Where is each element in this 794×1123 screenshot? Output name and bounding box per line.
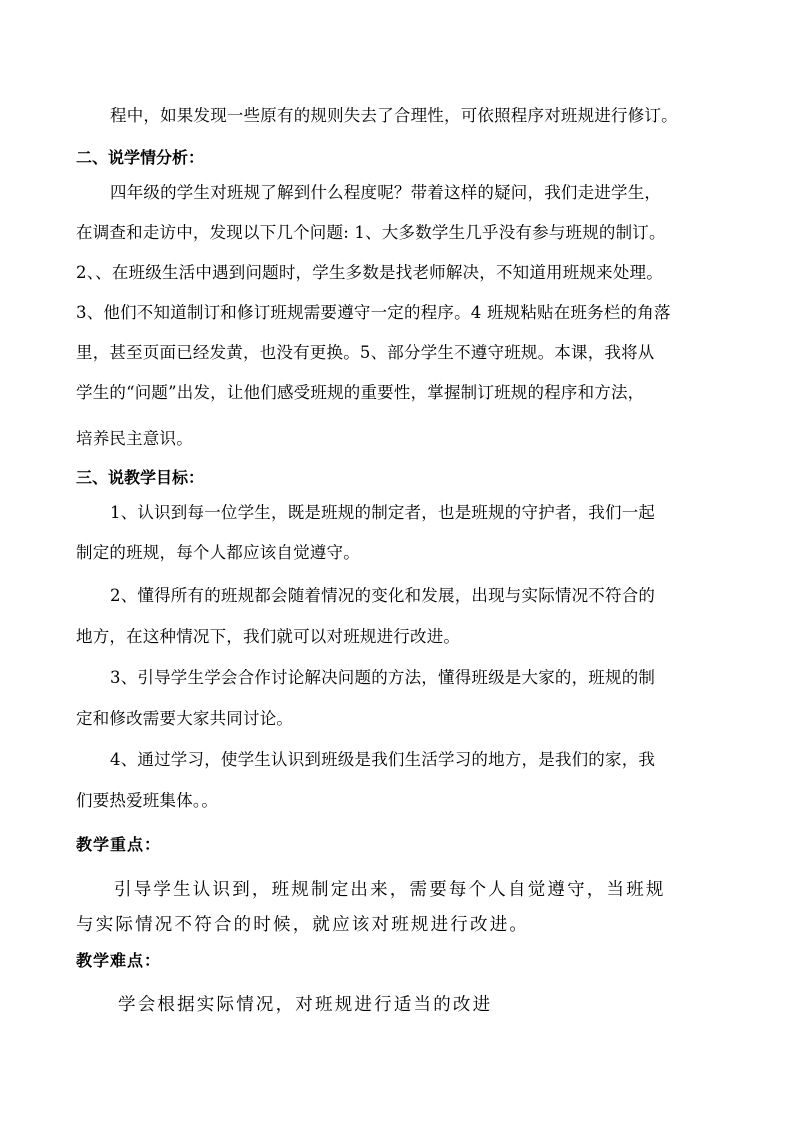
goal4-line: 们要热爱班集体。。 — [76, 791, 219, 810]
goal2-line: 2、懂得所有的班规都会随着情况的变化和发展，出现与实际情况不符合的 — [110, 586, 656, 605]
paragraph-line: 四年级的学生对班规了解到什么程度呢？带着这样的疑问，我们走进学生， — [110, 183, 662, 202]
section3-heading: 三、说教学目标： — [76, 468, 205, 487]
section2-heading: 二、说学情分析： — [76, 148, 205, 167]
paragraph-line: 里，甚至页面已经发黄，也没有更换。5、部分学生不遵守班规。本课，我将从 — [76, 343, 655, 362]
paragraph-line: 3、他们不知道制订和修订班规需要遵守一定的程序。4 班规粘贴在班务栏的角落 — [76, 303, 671, 322]
key-point-heading: 教学重点： — [76, 835, 162, 854]
goal1-line: 制定的班规，每个人都应该自觉遵守。 — [76, 543, 360, 562]
goal4-line: 4、通过学习，使学生认识到班级是我们生活学习的地方，是我们的家，我 — [110, 750, 656, 769]
goal3-line: 3、引导学生学会合作讨论解决问题的方法，懂得班级是大家的，班规的制 — [110, 668, 656, 687]
goal2-line: 地方，在这种情况下，我们就可以对班规进行改进。 — [76, 627, 461, 646]
key-point-line: 引导学生认识到，班规制定出来，需要每个人自觉遵守，当班规 — [114, 880, 666, 900]
difficult-point-heading: 教学难点： — [76, 951, 162, 970]
goal1-line: 1、认识到每一位学生，既是班规的制定者，也是班规的守护者，我们一起 — [110, 503, 656, 522]
intro-line: 程中，如果发现一些原有的规则失去了合理性，可依照程序对班规进行修订。 — [110, 106, 678, 125]
goal3-line: 定和修改需要大家共同讨论。 — [76, 709, 294, 728]
key-point-line: 与实际情况不符合的时候，就应该对班规进行改进。 — [76, 915, 530, 935]
difficult-point-line: 学会根据实际情况，对班规进行适当的改进 — [118, 995, 493, 1015]
paragraph-line: 在调查和走访中，发现以下几个问题: 1、大多数学生几乎没有参与班规的制订。 — [76, 223, 666, 242]
paragraph-line: 2、、在班级生活中遇到问题时，学生多数是找老师解决，不知道用班规来处理。 — [76, 263, 663, 282]
paragraph-line: 学生的“问题”出发，让他们感受班规的重要性，掌握制订班规的程序和方法， — [76, 383, 645, 402]
paragraph-line: 培养民主意识。 — [76, 429, 193, 448]
